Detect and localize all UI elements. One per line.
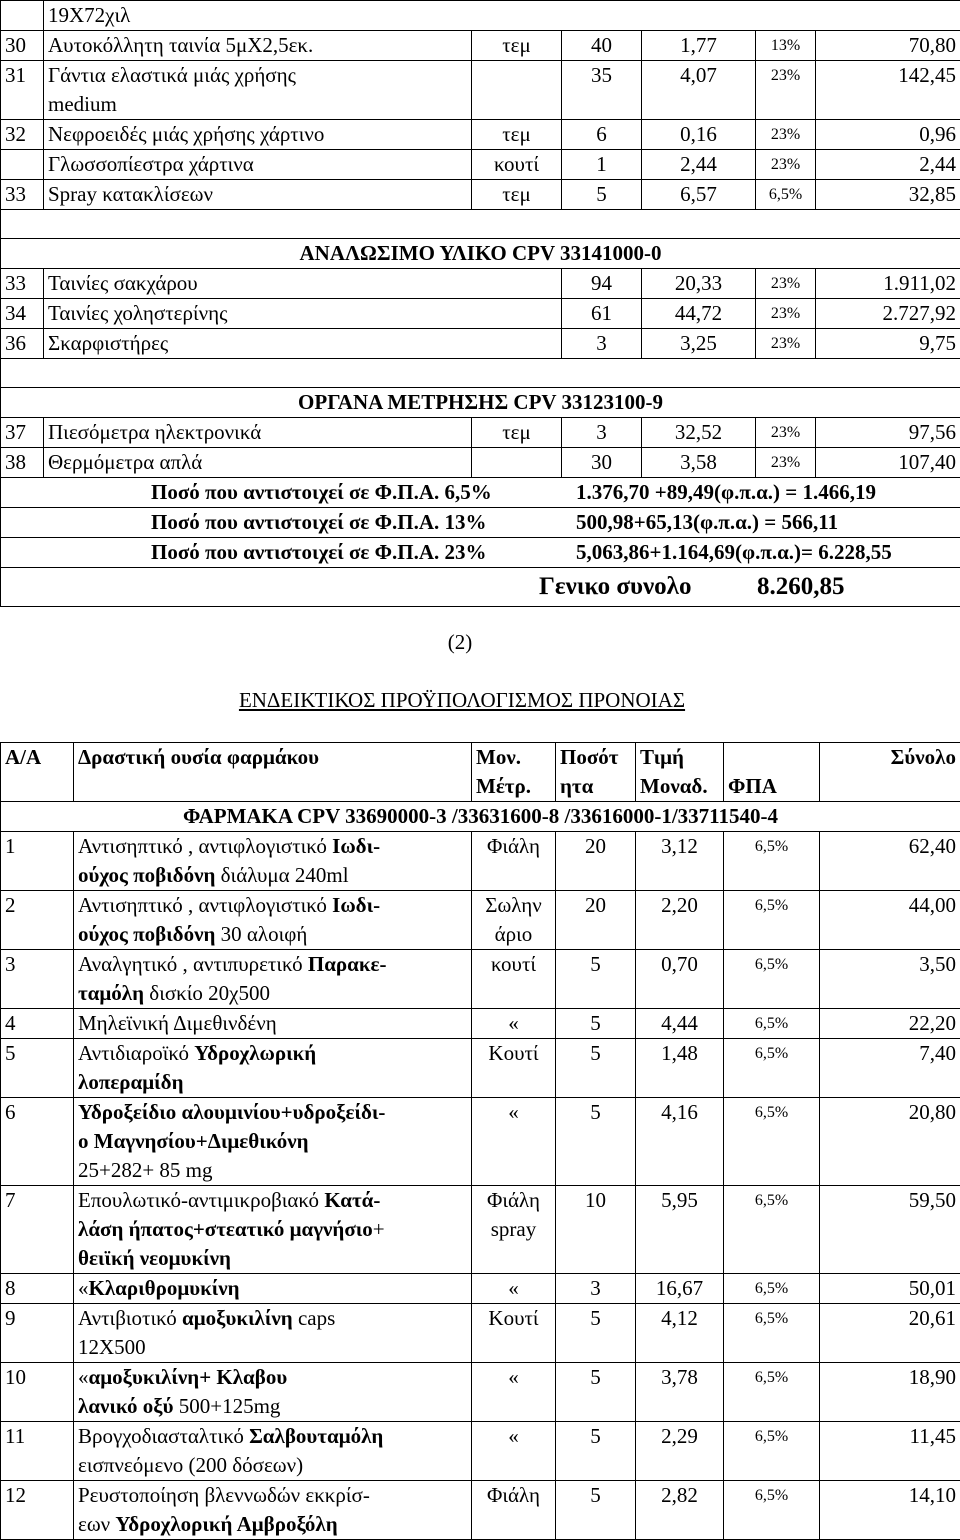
section-heading: ΟΡΓΑΝΑ ΜΕΤΡΗΣΗΣ CPV 33123100-9: [1, 388, 960, 418]
table-row: [1, 1, 960, 31]
table-row: 33 Ταινίες σακχάρου 94 20,33 23% 1.911,02: [1, 269, 960, 299]
grand-total-value: 8.260,85: [757, 573, 845, 600]
table-row: 1 Αντισηπτικό , αντιφλογιστικό Ιωδι- ούχος ποβιδόνη διάλυμα 240ml Φιάλη 20 3,12 6,5% 62,40: [1, 832, 960, 891]
section-row: [1, 239, 960, 269]
table-row: 32 Νεφροειδές μιάς χρήσης χάρτινο τεμ 6 0,16 23% 0,96: [1, 120, 960, 150]
table-row: 8 «Κλαριθρομυκίνη « 3 16,67 6,5% 50,01: [1, 1274, 960, 1304]
table-row: 33 Spray κατακλίσεων τεμ 5 6,57 6,5% 32,85: [1, 180, 960, 210]
table-row: [1, 359, 960, 388]
table-row: 37 Πιεσόμετρα ηλεκτρονικά τεμ 3 32,52 23% 97,56: [1, 418, 960, 448]
table-row: 38 Θερμόμετρα απλά 30 3,58 23% 107,40: [1, 448, 960, 478]
vat-summary-row: Ποσό που αντιστοιχεί σε Φ.Π.Α. 6,5% 1.376,70 +89,49(φ.π.α.) = 1.466,19: [1, 478, 960, 508]
table-row: 34 Ταινίες χοληστερίνης 61 44,72 23% 2.727,92: [1, 299, 960, 329]
drug-description: Ρευστοποίηση βλεννωδών εκκρίσ- εων Υδροχλορική Αμβροξόλη: [74, 1481, 472, 1540]
pharmacy-table: [0, 742, 960, 1540]
drug-description: Υδροξείδιο αλουμινίου+υδροξείδι- ο Μαγνησίου+Διμεθικόνη 25+282+ 85 mg: [74, 1098, 472, 1186]
drug-description: Επουλωτικό-αντιμικροβιακό Κατά- λάση ήπατος+στεατικό μαγνήσιο+ θειϊκή νεομυκίνη: [74, 1186, 472, 1274]
drug-description: Μηλεϊνική Διμεθινδένη: [74, 1009, 472, 1039]
table-row: 31 Γάντια ελαστικά μιάς χρήσης medium 35 4,07 23% 142,45: [1, 61, 960, 120]
table-row: 12 Ρευστοποίηση βλεννωδών εκκρίσ- εων Υδροχλορική Αμβροξόλη Φιάλη 5 2,82 6,5% 14,10: [1, 1481, 960, 1540]
section-heading: ΑΝΑΛΩΣΙΜΟ ΥΛΙΚΟ CPV 33141000-0: [1, 239, 960, 269]
grand-total-label: Γενικο συνολο: [539, 568, 757, 606]
table-row: 7 Επουλωτικό-αντιμικροβιακό Κατά- λάση ήπατος+στεατικό μαγνήσιο+ θειϊκή νεομυκίνη Φιάλη spray 10 5,95 6,5% 59,50: [1, 1186, 960, 1274]
table-row: 10 «αμοξυκιλίνη+ Κλαβου λανικό οξύ 500+125mg « 5 3,78 6,5% 18,90: [1, 1363, 960, 1422]
table-row: 11 Βρογχοδιασταλτικό Σαλβουταμόλη εισπνεόμενο (200 δόσεων) « 5 2,29 6,5% 11,45: [1, 1422, 960, 1481]
vat-summary-row: Ποσό που αντιστοιχεί σε Φ.Π.Α. 13% 500,98+65,13(φ.π.α.) = 566,11: [1, 508, 960, 538]
table-row: 4 Μηλεϊνική Διμεθινδένη « 5 4,44 6,5% 22,20: [1, 1009, 960, 1039]
drug-description: Αντιδιαροϊκό Υδροχλωρική λοπεραμίδη: [74, 1039, 472, 1098]
supplies-table: [0, 0, 960, 607]
section-title: ΕΝΔΕΙΚΤΙΚΟΣ ΠΡΟΫΠΟΛΟΓΙΣΜΟΣ ΠΡΟΝΟΙΑΣ: [0, 688, 942, 713]
table-row: 6 Υδροξείδιο αλουμινίου+υδροξείδι- ο Μαγνησίου+Διμεθικόνη 25+282+ 85 mg « 5 4,16 6,5% 20,80: [1, 1098, 960, 1186]
table-row: 5 Αντιδιαροϊκό Υδροχλωρική λοπεραμίδη Κουτί 5 1,48 6,5% 7,40: [1, 1039, 960, 1098]
table-row: 30 Αυτοκόλλητη ταινία 5μΧ2,5εκ. τεμ 40 1,77 13% 70,80: [1, 31, 960, 61]
table-row: 9 Αντιβιοτικό αμοξυκιλίνη caps 12Χ500 Κουτί 5 4,12 6,5% 20,61: [1, 1304, 960, 1363]
table-header: Α/Α Δραστική ουσία φαρμάκου Μον. Μέτρ. Ποσότ ητα Τιμή Μοναδ. ΦΠΑ Σύνολο: [1, 743, 960, 802]
table-row: 3 Αναλγητικό , αντιπυρετικό Παρακε- ταμόλη δισκίο 20χ500 κουτί 5 0,70 6,5% 3,50: [1, 950, 960, 1009]
drug-description: Αναλγητικό , αντιπυρετικό Παρακε- ταμόλη δισκίο 20χ500: [74, 950, 472, 1009]
grand-total-row: [1, 568, 960, 607]
drug-description: «αμοξυκιλίνη+ Κλαβου λανικό οξύ 500+125mg: [74, 1363, 472, 1422]
drug-description: Αντισηπτικό , αντιφλογιστικό Ιωδι- ούχος ποβιδόνη 30 αλοιφή: [74, 891, 472, 950]
continuation-text: 19Χ72χιλ: [44, 1, 960, 31]
section-row: [1, 388, 960, 418]
table-row: Γλωσσοπίεστρα χάρτινα κουτί 1 2,44 23% 2,44: [1, 150, 960, 180]
section-row: [1, 802, 960, 832]
drug-description: Βρογχοδιασταλτικό Σαλβουταμόλη εισπνεόμενο (200 δόσεων): [74, 1422, 472, 1481]
section-number: (2): [0, 630, 940, 655]
table-row: 36 Σκαρφιστήρες 3 3,25 23% 9,75: [1, 329, 960, 359]
drug-description: Αντισηπτικό , αντιφλογιστικό Ιωδι- ούχος ποβιδόνη διάλυμα 240ml: [74, 832, 472, 891]
vat-summary-row: Ποσό που αντιστοιχεί σε Φ.Π.Α. 23% 5,063,86+1.164,69(φ.π.α.)= 6.228,55: [1, 538, 960, 568]
drug-description: Αντιβιοτικό αμοξυκιλίνη caps 12Χ500: [74, 1304, 472, 1363]
table-row: 2 Αντισηπτικό , αντιφλογιστικό Ιωδι- ούχος ποβιδόνη 30 αλοιφή Σωλην άριο 20 2,20 6,5% 44,00: [1, 891, 960, 950]
section-heading: ΦΑΡΜΑΚΑ CPV 33690000-3 /33631600-8 /33616000-1/33711540-4: [1, 802, 960, 832]
drug-description: «Κλαριθρομυκίνη: [74, 1274, 472, 1304]
table-row: [1, 210, 960, 239]
